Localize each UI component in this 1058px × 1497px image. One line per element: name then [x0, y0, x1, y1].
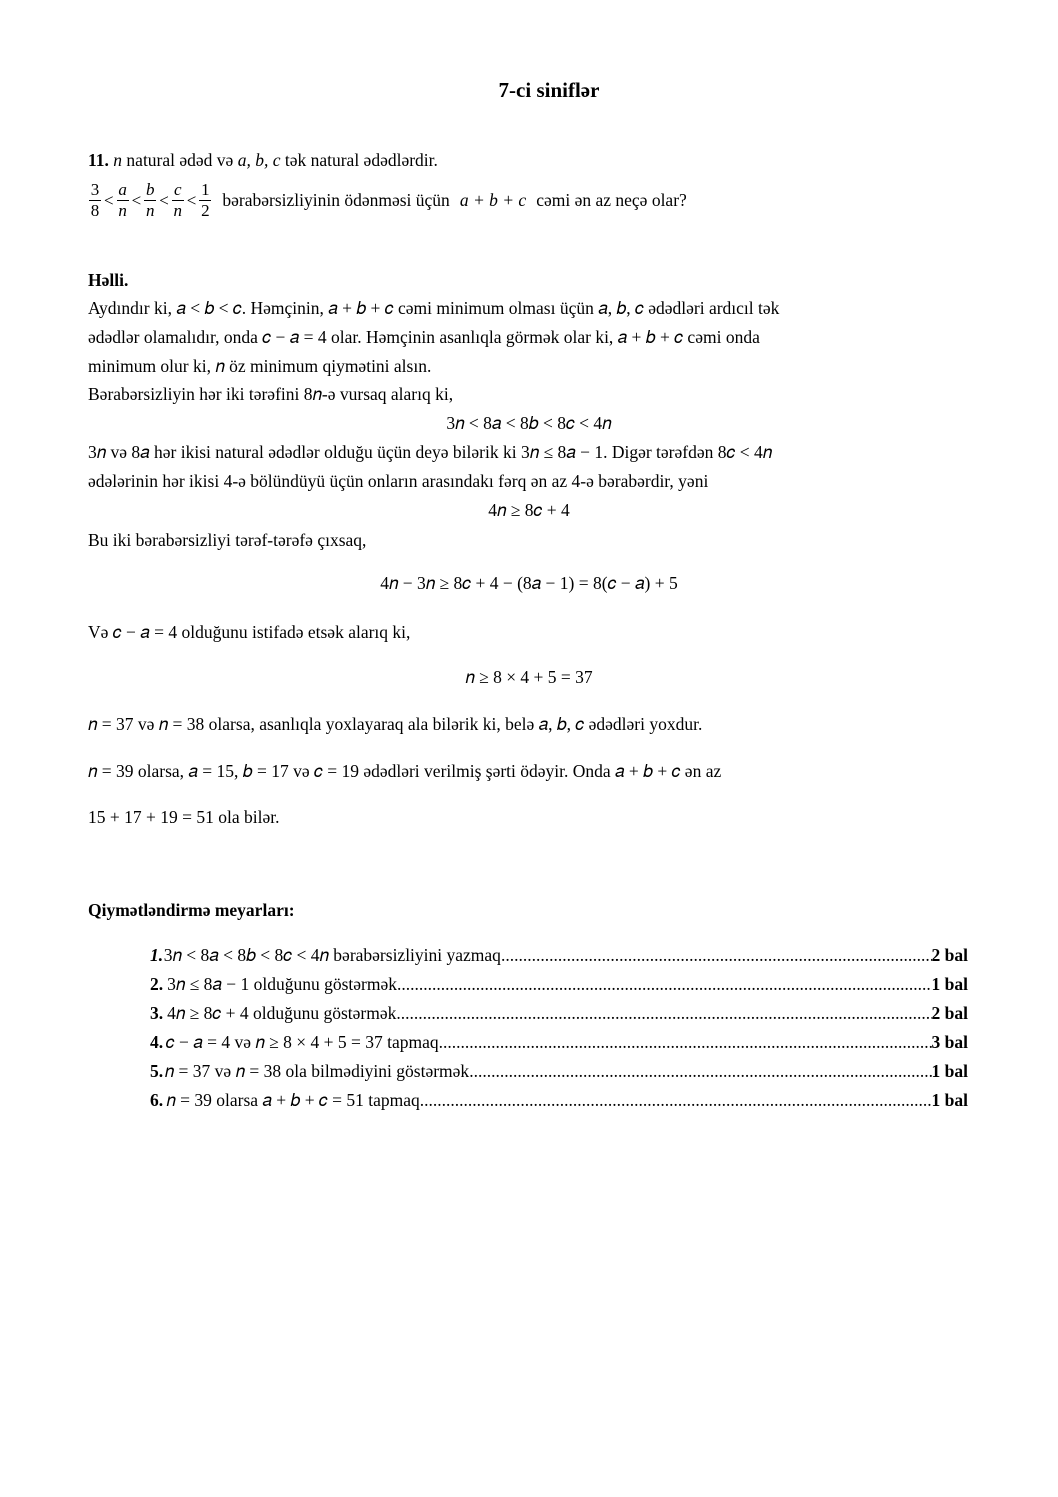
points: 1 bal	[931, 1090, 968, 1110]
less-than: <	[131, 190, 142, 210]
criteria-item: 3. 4𝑛 ≥ 8𝑐 + 4 olduğunu göstərmək ..... 2 bal	[150, 1003, 968, 1024]
points: 3 bal	[931, 1032, 968, 1052]
solution-line: 15 + 17 + 19 = 51 ola bilər.	[88, 807, 280, 827]
statement-text-end: tək natural ədədlərdir.	[280, 150, 438, 170]
solution-line: Və 𝑐 − 𝑎 = 4 olduğunu istifadə etsək alarıq ki,	[88, 622, 411, 642]
criteria-heading: Qiymətləndirmə meyarları:	[88, 900, 295, 920]
criteria-item: 1. 3𝑛 < 8𝑎 < 8𝑏 < 8𝑐 < 4𝑛 bərabərsizliyini yazmaq ..... 2 bal	[150, 945, 968, 966]
points: 2 bal	[931, 945, 968, 965]
criteria-item: 4. 𝑐 − 𝑎 = 4 və 𝑛 ≥ 8 × 4 + 5 = 37 tapmaq ..... 3 bal	[150, 1032, 968, 1053]
solution-line: minimum olur ki, 𝑛 öz minimum qiymətini alsın.	[88, 356, 432, 376]
leader-dots	[420, 1090, 932, 1111]
problem-statement	[88, 150, 438, 171]
question-end: cəmi ən az neçə olar?	[536, 190, 687, 210]
solution-line: ədələrinin hər ikisi 4-ə bölündüyü üçün onların arasındakı fərq ən az 4-ə bərabərdir, yəni	[88, 471, 709, 491]
solution-line: 𝑛 = 39 olarsa, 𝑎 = 15, 𝑏 = 17 və 𝑐 = 19 ədədləri verilmiş şərti ödəyir. Onda 𝑎 + 𝑏 + 𝑐 ən az	[88, 761, 722, 781]
var-n: n	[113, 150, 123, 170]
points: 1 bal	[931, 1061, 968, 1081]
leader-dots	[439, 1032, 932, 1053]
problem-number: 11.	[88, 150, 109, 170]
leader-dots	[501, 945, 932, 966]
fraction: $\frac{a}{n}$	[118, 180, 127, 220]
page-title: 7-ci siniflər	[498, 78, 600, 102]
criteria-item: 6. 𝑛 = 39 olarsa 𝑎 + 𝑏 + 𝑐 = 51 tapmaq ..... 1 bal	[150, 1090, 968, 1111]
equation-3: 4𝑛 − 3𝑛 ≥ 8𝑐 + 4 − (8𝑎 − 1) = 8(𝑐 − 𝑎) + 5	[380, 573, 678, 593]
statement-text: natural ədəd və	[122, 150, 238, 170]
solution-line: ədədlər olamalıdır, onda 𝑐 − 𝑎 = 4 olar. Həmçinin asanlıqla görmək olar ki, 𝑎 + 𝑏 + 𝑐 cəmi onda	[88, 327, 760, 347]
fraction: $\frac{c}{n}$	[173, 180, 183, 220]
equation-2: 4𝑛 ≥ 8𝑐 + 4	[488, 500, 570, 520]
leader-dots	[469, 1061, 931, 1082]
equation-1: 3𝑛 < 8𝑎 < 8𝑏 < 8𝑐 < 4𝑛	[446, 413, 612, 433]
leader-dots	[397, 974, 932, 995]
fraction: $\frac{1}{2}$	[201, 180, 210, 220]
less-than: <	[159, 190, 169, 210]
points: 1 bal	[931, 974, 968, 994]
leader-dots	[396, 1003, 931, 1024]
solution-line: Bərabərsizliyin hər iki tərəfini 8𝑛-ə vursaq alarıq ki,	[88, 384, 454, 404]
solution-line: Aydındır ki, 𝑎 < 𝑏 < 𝑐. Həmçinin, 𝑎 + 𝑏 + 𝑐 cəmi minimum olması üçün 𝑎, 𝑏, 𝑐 ədədləri ardıcıl tək	[88, 298, 780, 318]
fraction: $\frac{b}{n}$	[145, 180, 155, 220]
criteria-item: 2. 3𝑛 ≤ 8𝑎 − 1 olduğunu göstərmək ..... 1 bal	[150, 974, 968, 995]
question-text: bərabərsizliyinin ödənməsi üçün	[222, 190, 450, 210]
solution-line: Bu iki bərabərsizliyi tərəf-tərəfə çıxsaq,	[88, 530, 367, 550]
vars-abc: a, b, c	[237, 150, 281, 170]
solution-line: 𝑛 = 37 və 𝑛 = 38 olarsa, asanlıqla yoxlayaraq ala bilərik ki, belə 𝑎, 𝑏, 𝑐 ədədləri yoxdur.	[88, 714, 703, 734]
points: 2 bal	[931, 1003, 968, 1023]
problem-inequality	[88, 180, 687, 221]
equation-4: 𝑛 ≥ 8 × 4 + 5 = 37	[465, 667, 593, 687]
fraction: $\frac{3}{8}$	[90, 180, 100, 220]
criteria-item: 5. 𝑛 = 37 və 𝑛 = 38 ola bilmədiyini göstərmək ..... 1 bal	[150, 1061, 968, 1082]
solution-heading: Həlli.	[88, 270, 129, 290]
less-than: <	[186, 190, 197, 210]
less-than: <	[104, 190, 114, 210]
solution-line: 3𝑛 və 8𝑎 hər ikisi natural ədədlər olduğu üçün deyə bilərik ki 3𝑛 ≤ 8𝑎 − 1. Digər tərəfdən 8𝑐 < 4𝑛	[88, 442, 773, 462]
question-expr: a + b + c	[459, 190, 527, 210]
